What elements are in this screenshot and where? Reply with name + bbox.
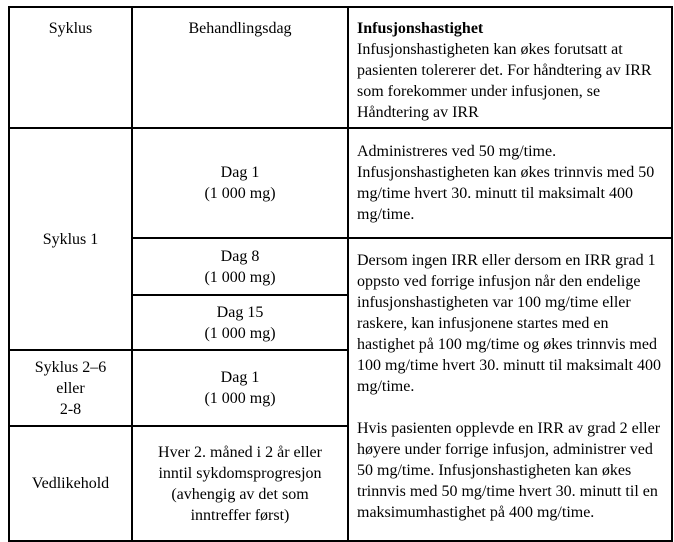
day-cell-syklus1-dag1 [132,128,348,238]
infusjonshastighet-title: Infusjonshastighet [357,20,484,37]
dose-label: (1 000 mg) [204,268,276,286]
merged-rate-paragraph-1: Dersom ingen IRR eller dersom en IRR grad 1 oppsto ved forrige infusjon når den endelige infusjonshastigheten var 100 mg/time eller raskere, kan infusjonene startes med en hastighet på 100 mg/time og økes trinnvis med 100 mg/time hvert 30. minutt til maksimalt 400 mg/time. [357,252,661,395]
merged-rate-paragraph-2: Hvis pasienten opplevde en IRR av grad 2 eller høyere under forrige infusjon, administrer ved 50 mg/time. Infusjonshastigheten kan økes trinnvis med 50 mg/time hvert 30. minutt til en maksimumhastighet på 400 mg/time. [357,420,661,521]
day-cell-syklus1-dag15 [132,295,348,350]
dose-label: (1 000 mg) [204,390,276,407]
header-cell-infusjonshastighet [348,7,672,128]
day-cell-syklus2-6-dag1 [132,350,348,426]
dose-label: (1 000 mg) [204,185,276,202]
day-label: Dag 15 [216,303,264,321]
cycle-cell-vedlikehold: Vedlikehold [9,426,132,541]
table-header-row [9,7,672,128]
rate-cell-merged [348,238,672,541]
table-row-syklus1-dag1 [9,128,672,238]
cycle-line-3: 2-8 [59,400,82,418]
infusion-rate-table [8,6,673,542]
infusjonshastighet-note: Infusjonshastigheten kan økes forutsatt at pasienten tolererer det. For håndtering av IRR som forekommer under infusjonen, se Håndtering av IRR [357,41,652,121]
header-cell-behandlingsdag: Behandlingsdag [132,7,348,128]
dose-label: (1 000 mg) [204,324,276,342]
day-label: Dag 1 [220,369,260,386]
rate-cell-syklus1-dag1: Administreres ved 50 mg/time. Infusjonshastigheten kan økes trinnvis med 50 mg/time hvert 30. minutt til maksimalt 400 mg/time. [348,128,672,238]
cycle-line-2: eller [56,379,85,397]
day-label: Dag 1 [220,164,260,181]
cycle-cell-syklus2-6 [9,350,132,426]
cycle-line-1: Syklus 2–6 [34,358,107,376]
day-cell-syklus1-dag8 [132,238,348,295]
day-label: Dag 8 [220,247,260,265]
day-cell-vedlikehold-schedule: Hver 2. måned i 2 år eller inntil sykdomsprogresjon (avhengig av det som inntreffer først) [132,426,348,541]
cycle-cell-syklus1: Syklus 1 [9,128,132,350]
header-cell-syklus: Syklus [9,7,132,128]
